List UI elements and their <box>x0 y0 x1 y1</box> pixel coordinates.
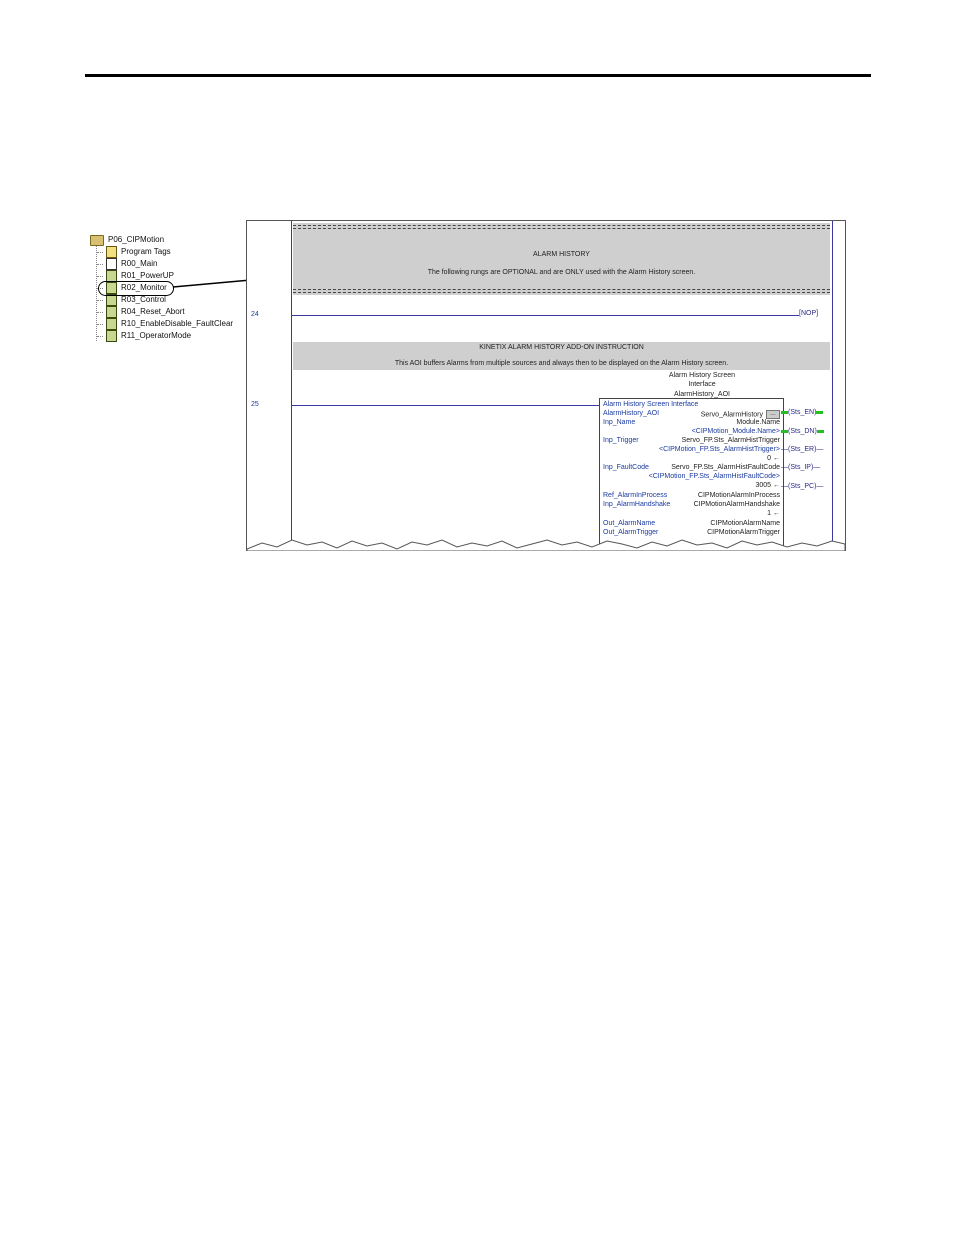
tree-item-r01-powerup[interactable]: R01_PowerUP <box>106 270 174 282</box>
output-sts-en[interactable]: (Sts_EN) <box>781 409 823 416</box>
tree-item-r04-reset-abort[interactable]: R04_Reset_Abort <box>106 306 185 318</box>
rung-25-wire <box>291 405 599 406</box>
rung-number[interactable]: 24 <box>251 311 259 318</box>
rung-24-wire <box>291 315 799 316</box>
tree-item-r03-control[interactable]: R03_Control <box>106 294 166 306</box>
left-power-rail <box>291 221 292 551</box>
rung-comment-aoi: KINETIX ALARM HISTORY ADD-ON INSTRUCTION This AOI buffers Alarms from multiple sources and always then to be displayed on the Alarm History screen. <box>293 342 830 370</box>
torn-edge <box>247 531 845 551</box>
aoi-name-label: AlarmHistory_AOI <box>673 391 730 398</box>
nop-instruction[interactable]: [NOP] <box>799 310 819 317</box>
tree-item-r10-enabledisable[interactable]: R10_EnableDisable_FaultClear <box>106 318 233 330</box>
tree-item-r02-monitor[interactable]: R02_Monitor <box>106 282 167 294</box>
aoi-block[interactable]: Alarm History Screen Interface AlarmHistory_AOI Servo_AlarmHistory … Inp_Name Module.Name <CIPMotion_Module.Name> Inp_Trigger Servo_FP.Sts_AlarmHistTrigger <CIPMotion_FP.Sts_AlarmHistTrigger> 0 ← Inp_FaultCode Servo_FP.Sts_AlarmHistFaultCode <CIPMotion_FP.Sts_AlarmHistFaultCode> 3005 ← Ref_AlarmInProcess CIPMotionAlarmInProcess Inp_AlarmHandshake CIPMotionAlarmHandshake 1 ← Out_AlarmName CIPMotionAlarmName Out_AlarmTrigger CIPMotionAlarmTrigger <box>599 398 784 551</box>
tree-item-r11-operatormode[interactable]: R11_OperatorMode <box>106 330 191 342</box>
browse-button[interactable]: … <box>766 410 780 419</box>
tree-item-program-tags[interactable]: Program Tags <box>106 246 171 258</box>
tree-item-program[interactable]: P06_CIPMotion <box>90 234 164 246</box>
right-power-rail <box>832 221 833 551</box>
ladder-editor: ALARM HISTORY The following rungs are OPTIONAL and are ONLY used with the Alarm History screen. 24 [NOP] KINETIX ALARM HISTORY ADD-ON INSTRUCTION This AOI buffers Alarms from multiple sources and always then to be displayed on the Alarm History screen. 25 Alarm History Screen Interface AlarmHistory_AOI Alarm History Screen Interface AlarmHistory_AOI Servo_AlarmHistory … Inp_Name Module.Name <CIPMotion_Module.Name> Inp_Trigger Servo_FP.Sts_AlarmHistTrigger <CIPMotion_FP.Sts_AlarmHistTrigger> 0 ← Inp_FaultCode Servo_FP.Sts_AlarmHistFaultCode <CIPMotion_FP.Sts_AlarmHistFaultCode> 3005 ← Ref_AlarmInProcess CIPMotionAlarmInProcess Inp_AlarmHandshake CIPMotionAlarmHandshake 1 ← Out_AlarmName CIPMotionAlarmName Out_AlarmTrigger CIPMotionAlarmTrigger (Sts_EN) (Sts_DN) —(Sts_ER)— —(Sts_IP)— —(Sts_PC)— <box>246 220 846 551</box>
rung-comment-alarm-history: ALARM HISTORY The following rungs are OPTIONAL and are ONLY used with the Alarm History screen. <box>293 223 830 295</box>
output-sts-dn[interactable]: (Sts_DN) <box>781 428 824 435</box>
tree-item-r00-main[interactable]: R00_Main <box>106 258 157 270</box>
rung-number[interactable]: 25 <box>251 401 259 408</box>
output-sts-ip[interactable]: —(Sts_IP)— <box>781 464 821 471</box>
output-sts-pc[interactable]: —(Sts_PC)— <box>781 483 824 490</box>
output-sts-er[interactable]: —(Sts_ER)— <box>781 446 824 453</box>
